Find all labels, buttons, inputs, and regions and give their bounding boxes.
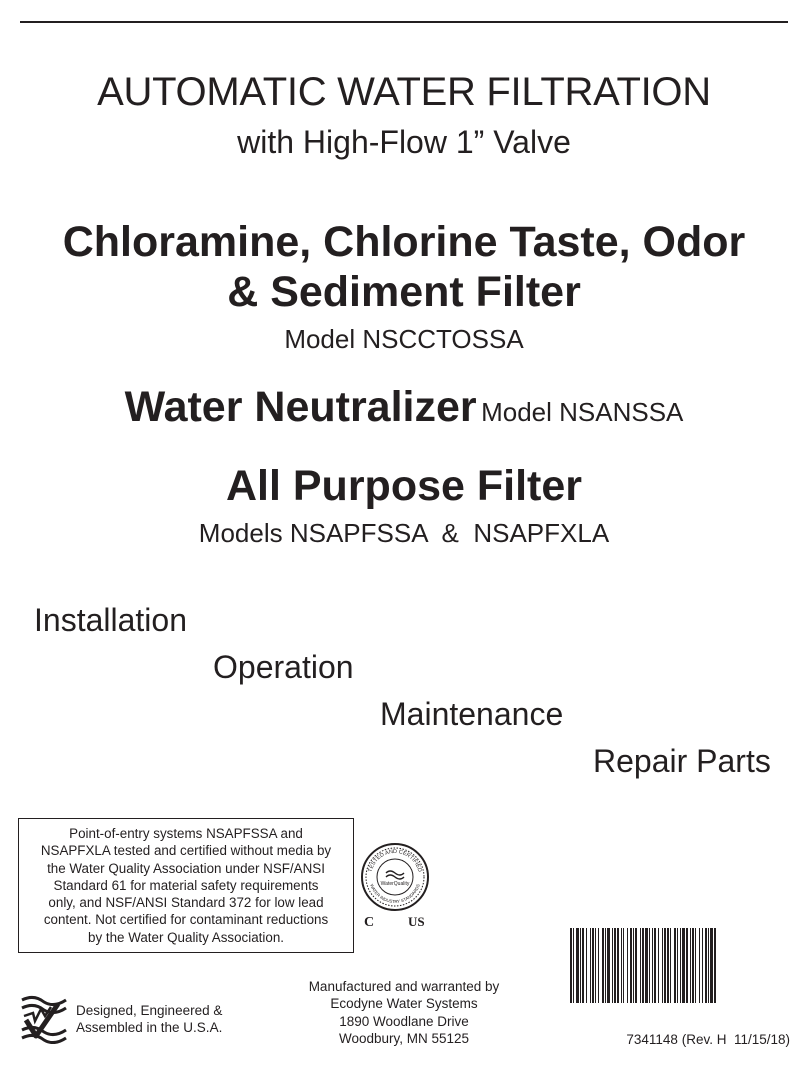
seal-ring-top-text: TESTED AND CERTIFIED (367, 848, 423, 873)
barcode-bar (695, 928, 696, 1003)
product-2-name: Water Neutralizer (124, 383, 477, 431)
manufacturer-line-3: 1890 Woodlane Drive (339, 1013, 469, 1029)
product-1-name-line-2: & Sediment Filter (227, 268, 581, 316)
barcode-bar (654, 928, 656, 1003)
barcode-bar (680, 928, 681, 1003)
barcode-bar (602, 928, 604, 1003)
barcode-bar (708, 928, 709, 1003)
certification-line: content. Not certified for contaminant reductions (43, 912, 329, 928)
seal-ring-bottom-text: WATER INDUSTRY STANDARDS (369, 883, 421, 905)
page-title: AUTOMATIC WATER FILTRATION (97, 70, 711, 114)
product-3-name: All Purpose Filter (225, 462, 582, 510)
manufacturer-line-1: Manufactured and warranted by (308, 979, 500, 994)
barcode-bar (617, 928, 619, 1003)
product-1-model: Model NSCCTOSSA (284, 324, 524, 354)
barcode-bar (662, 928, 663, 1003)
barcode-bar (690, 928, 691, 1003)
barcode-bar (714, 928, 716, 1003)
product-1-name-line-1: Chloramine, Chlorine Taste, Odor (62, 218, 746, 266)
barcode-bar (702, 928, 703, 1003)
barcode-bar (582, 928, 584, 1003)
barcode-bar (595, 928, 596, 1003)
barcode-bar (682, 928, 685, 1003)
origin-line-2: Assembled in the U.S.A. (76, 1020, 223, 1035)
barcode-bar (586, 928, 587, 1003)
barcode-bar (649, 928, 650, 1003)
barcode-bar (686, 928, 688, 1003)
barcode-bar (592, 928, 594, 1003)
barcode-bar (642, 928, 644, 1003)
certification-line: the Water Quality Association under NSF/ANSI (47, 860, 325, 876)
barcode-bar (605, 928, 606, 1003)
section-operation: Operation (213, 649, 354, 685)
seal-water-icon (386, 871, 404, 879)
product-2 (0, 383, 808, 432)
barcode (570, 928, 790, 1003)
barcode-bar (652, 928, 653, 1003)
barcode-bar (677, 928, 678, 1003)
barcode-bar (573, 928, 574, 1003)
barcode-bar (664, 928, 666, 1003)
section-maintenance: Maintenance (380, 696, 564, 732)
barcode-bar (710, 928, 713, 1003)
barcode-bar (674, 928, 676, 1003)
manufacturer-line-4: Woodbury, MN 55125 (338, 1030, 470, 1046)
barcode-bar (630, 928, 632, 1003)
product-3-models: Models NSAPFSSA & NSAPFXLA (198, 518, 610, 548)
seal-us-mark: US (408, 914, 425, 929)
certification-line: Point-of-entry systems NSAPFSSA and (69, 826, 303, 841)
certification-line: by the Water Quality Association. (88, 929, 284, 945)
barcode-bar (692, 928, 694, 1003)
certification-line: Standard 61 for material safety requirements (53, 877, 319, 893)
certification-line: NSAPFXLA tested and certified without media by (40, 843, 332, 859)
certification-line: only, and NSF/ANSI Standard 372 for low lead (48, 895, 324, 911)
barcode-bar (633, 928, 634, 1003)
barcode-bar (598, 928, 599, 1003)
wqa-certification-seal (358, 840, 432, 932)
barcode-bar (658, 928, 659, 1003)
barcode-bar (612, 928, 613, 1003)
section-installation: Installation (34, 602, 187, 638)
certification-note (18, 818, 354, 953)
barcode-bar (614, 928, 616, 1003)
seal-c-mark: C (364, 915, 375, 930)
barcode-bar (645, 928, 648, 1003)
barcode-bar (627, 928, 628, 1003)
barcode-bar (623, 928, 624, 1003)
document-number: 7341148 (Rev. H 11/15/18) (626, 1032, 790, 1047)
origin-statement (76, 1002, 222, 1036)
barcode-bar (699, 928, 700, 1003)
barcode-bar (705, 928, 707, 1003)
section-repair-parts: Repair Parts (593, 743, 771, 779)
manufacturer-line-2: Ecodyne Water Systems (330, 996, 478, 1012)
barcode-bar (640, 928, 641, 1003)
usa-flag-check-icon (18, 994, 68, 1044)
origin-line-1: Designed, Engineered & (76, 1003, 223, 1018)
manufacturer-info (290, 978, 518, 1047)
barcode-bar (621, 928, 622, 1003)
top-rule (20, 21, 788, 23)
barcode-bar (667, 928, 669, 1003)
barcode-bar (576, 928, 579, 1003)
barcode-bar (607, 928, 610, 1003)
seal-center-text: WaterQuality (380, 881, 410, 887)
product-2-model: Model NSANSSA (481, 397, 684, 427)
barcode-bar (570, 928, 572, 1003)
page-subtitle: with High-Flow 1” Valve (237, 124, 571, 160)
barcode-bar (670, 928, 671, 1003)
barcode-bar (590, 928, 591, 1003)
barcode-bar (635, 928, 637, 1003)
barcode-bar (580, 928, 581, 1003)
